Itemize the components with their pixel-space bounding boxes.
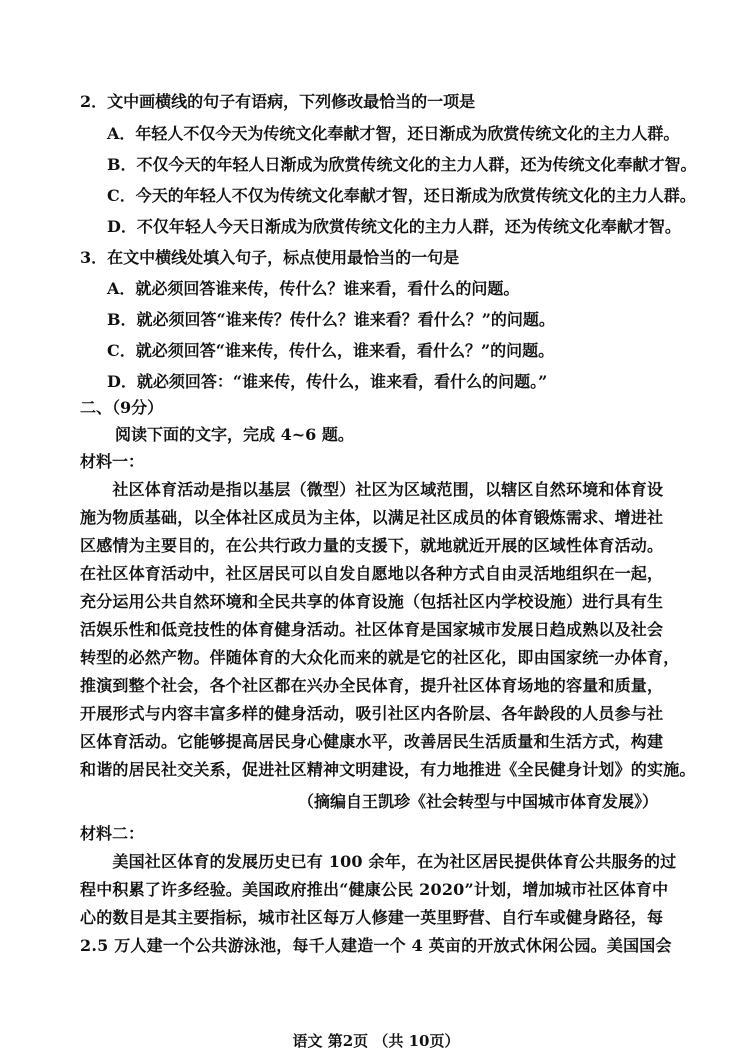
question-2-option-b: B．不仅今天的年轻人日渐成为欣赏传统文化的主力人群，还为传统文化奉献才智。	[107, 155, 697, 174]
material-2-line: 心的数目是其主要指标，城市社区每万人修建一英里野营、自行车或健身路径，每	[80, 908, 664, 927]
question-3-stem: 3．在文中横线处填入句子，标点使用最恰当的一句是	[80, 248, 460, 267]
material-2-heading: 材料二：	[80, 824, 145, 843]
section-2-title: 二、（9分）	[80, 398, 164, 417]
material-1-line: 开展形式与内容丰富多样的健身活动，吸引社区内各阶层、各年龄段的人员参与社	[80, 704, 664, 723]
material-2-line: 美国社区体育的发展历史已有 100 余年，在为社区居民提供体育公共服务的过	[80, 852, 677, 871]
material-1-line: 在社区体育活动中，社区居民可以自发自愿地以各种方式自由灵活地组织在一起，	[80, 564, 664, 583]
question-3-option-c: C．就必须回答“谁来传，传什么，谁来看，看什么？”的问题。	[107, 341, 555, 360]
material-1-line: 区感情为主要目的，在公共行政力量的支援下，就地就近开展的区域性体育活动。	[80, 536, 664, 555]
material-1-line: 社区体育活动是指以基层（微型）社区为区域范围，以辖区自然环境和体育设	[80, 480, 664, 499]
question-2-option-c: C．今天的年轻人不仅为传统文化奉献才智，还日渐成为欣赏传统文化的主力人群。	[107, 186, 696, 205]
question-3-option-d: D．就必须回答：“谁来传，传什么，谁来看，看什么的问题。”	[107, 372, 548, 391]
material-1-line: 活娱乐性和低竞技性的体育健身活动。社区体育是国家城市发展日趋成熟以及社会	[80, 620, 664, 639]
material-1-line: 区体育活动。它能够提高居民身心健康水平，改善居民生活质量和生活方式，构建	[80, 732, 664, 751]
material-2-line: 2.5 万人建一个公共游泳池，每千人建造一个 4 英亩的开放式休闲公园。美国国会	[80, 936, 672, 955]
material-1-heading: 材料一：	[80, 452, 145, 471]
question-3-option-b: B．就必须回答“谁来传？传什么？谁来看？看什么？”的问题。	[107, 310, 555, 329]
material-1-line: 施为物质基础，以全体社区成员为主体，以满足社区成员的体育锻炼需求、增进社	[80, 508, 664, 527]
question-3-option-a: A．就必须回答谁来传，传什么？谁来看，看什么的问题。	[107, 279, 520, 298]
question-2-option-d: D．不仅年轻人今天日渐成为欣赏传统文化的主力人群，还为传统文化奉献才智。	[107, 217, 681, 236]
question-2-stem: 2．文中画横线的句子有语病，下列修改最恰当的一项是	[80, 92, 476, 111]
page-footer: 语文 第2页 （共 10页）	[292, 1032, 460, 1050]
material-1-line: 转型的必然产物。伴随体育的大众化而来的就是它的社区化，即由国家统一办体育，	[80, 648, 680, 667]
material-1-line: 推演到整个社会，各个社区都在兴办全民体育，提升社区体育场地的容量和质量，	[80, 676, 664, 695]
section-2-instruction: 阅读下面的文字，完成 4~6 题。	[115, 425, 354, 444]
material-1-line: 充分运用公共自然环境和全民共享的体育设施（包括社区内学校设施）进行具有生	[80, 592, 664, 611]
material-2-line: 程中积累了许多经验。美国政府推出“健康公民 2020”计划，增加城市社区体育中	[80, 880, 669, 899]
question-2-option-a: A．年轻人不仅今天为传统文化奉献才智，还日渐成为欣赏传统文化的主力人群。	[107, 124, 680, 143]
material-1-source: （摘编自王凯珍《社会转型与中国城市体育发展》）	[298, 792, 659, 811]
material-1-line: 和谐的居民社交关系，促进社区精神文明建设，有力地推进《全民健身计划》的实施。	[80, 760, 696, 779]
